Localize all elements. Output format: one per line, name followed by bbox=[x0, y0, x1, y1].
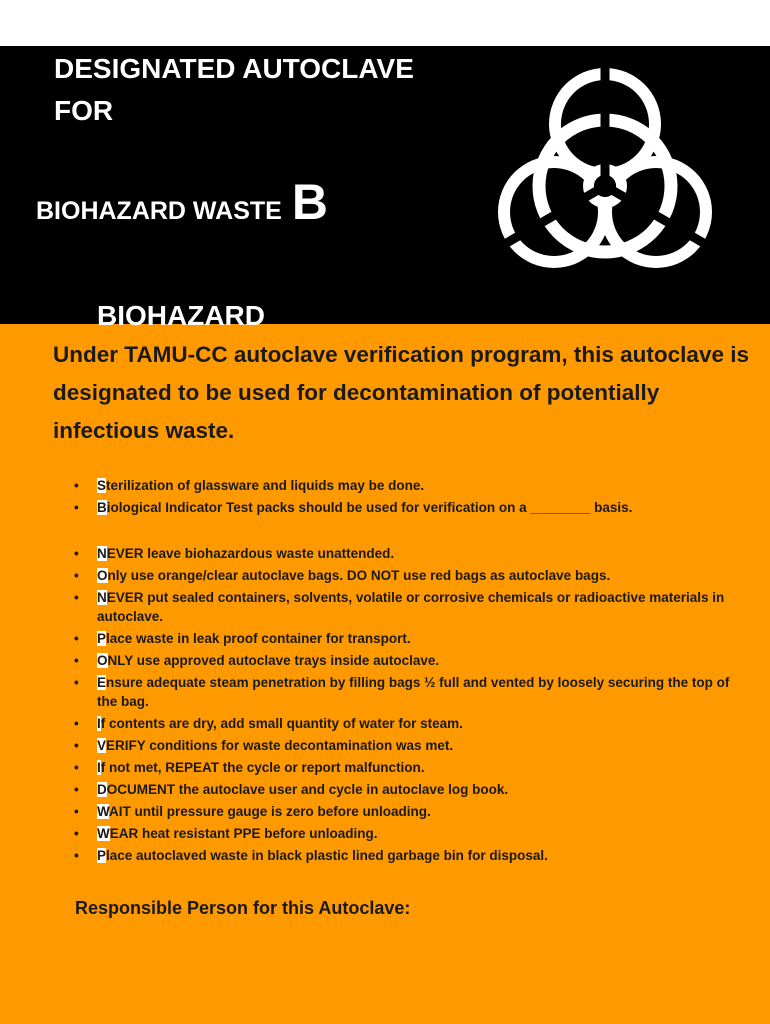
title-line-2: FOR bbox=[54, 95, 114, 126]
list-item bbox=[70, 846, 750, 865]
list-item bbox=[70, 566, 750, 585]
list-item bbox=[70, 629, 750, 648]
list-item bbox=[70, 758, 750, 777]
biohazard-icon bbox=[480, 56, 730, 306]
subtitle-letter: B bbox=[291, 174, 328, 230]
subtitle bbox=[36, 172, 328, 241]
list-item bbox=[70, 780, 750, 799]
list-item bbox=[70, 714, 750, 733]
bullet-icon: • bbox=[74, 500, 79, 515]
list-item-text: If contents are dry, add small quantity of water for steam. bbox=[97, 716, 463, 731]
subtitle-text: BIOHAZARD WASTE bbox=[36, 197, 282, 225]
bullet-icon: • bbox=[74, 675, 79, 690]
list-item bbox=[70, 476, 750, 495]
bullet-list-waste bbox=[70, 544, 750, 868]
bullet-icon: • bbox=[74, 478, 79, 493]
bullet-icon: • bbox=[74, 568, 79, 583]
list-item-text: If not met, REPEAT the cycle or report malfunction. bbox=[97, 760, 425, 775]
bullet-icon: • bbox=[74, 760, 79, 775]
list-item-text: VERIFY conditions for waste decontamination was met. bbox=[97, 738, 454, 753]
list-item bbox=[70, 824, 750, 843]
list-item bbox=[70, 544, 750, 563]
list-item-text: Place autoclaved waste in black plastic lined garbage bin for disposal. bbox=[97, 848, 548, 863]
list-item-text: NEVER leave biohazardous waste unattended. bbox=[97, 546, 395, 561]
list-item-text: WEAR heat resistant PPE before unloading. bbox=[97, 826, 378, 841]
bullet-icon: • bbox=[74, 590, 79, 605]
bullet-icon: • bbox=[74, 546, 79, 561]
list-item bbox=[70, 802, 750, 821]
list-item bbox=[70, 498, 750, 517]
main-content bbox=[0, 324, 770, 1024]
list-item-text: WAIT until pressure gauge is zero before unloading. bbox=[97, 804, 431, 819]
list-item bbox=[70, 736, 750, 755]
intro-text: Under TAMU-CC autoclave verification program, this autoclave is designated to be used for decontamination of potentially infectious waste. bbox=[53, 342, 749, 443]
list-item bbox=[70, 673, 750, 711]
list-item-text: ONLY use approved autoclave trays inside autoclave. bbox=[97, 653, 440, 668]
responsible-person-label: Responsible Person for this Autoclave: bbox=[75, 898, 411, 918]
list-item-text: Sterilization of glassware and liquids may be done. bbox=[97, 478, 425, 493]
bullet-icon: • bbox=[74, 804, 79, 819]
page-title bbox=[54, 48, 474, 132]
header-banner bbox=[0, 46, 770, 324]
list-item bbox=[70, 588, 750, 626]
bullet-icon: • bbox=[74, 782, 79, 797]
list-item-text: Biological Indicator Test packs should be used for verification on a ________ basis. bbox=[97, 500, 633, 515]
bullet-list-general bbox=[70, 476, 750, 520]
bullet-icon: • bbox=[74, 738, 79, 753]
list-item bbox=[70, 651, 750, 670]
bullet-icon: • bbox=[74, 716, 79, 731]
list-item-text: DOCUMENT the autoclave user and cycle in autoclave log book. bbox=[97, 782, 509, 797]
bullet-icon: • bbox=[74, 826, 79, 841]
list-item-text: Place waste in leak proof container for transport. bbox=[97, 631, 411, 646]
list-item-text: Only use orange/clear autoclave bags. DO NOT use red bags as autoclave bags. bbox=[97, 568, 611, 583]
biohazard-label: BIOHAZARD bbox=[97, 300, 265, 331]
bullet-icon: • bbox=[74, 653, 79, 668]
title-line-1: DESIGNATED AUTOCLAVE bbox=[54, 53, 414, 84]
bullet-icon: • bbox=[74, 631, 79, 646]
list-item-text: NEVER put sealed containers, solvents, volatile or corrosive chemicals or radioactive materials in autoclave. bbox=[97, 590, 725, 624]
bullet-icon: • bbox=[74, 848, 79, 863]
list-item-text: Ensure adequate steam penetration by filling bags ½ full and vented by loosely securing the top of the bag. bbox=[97, 675, 730, 709]
